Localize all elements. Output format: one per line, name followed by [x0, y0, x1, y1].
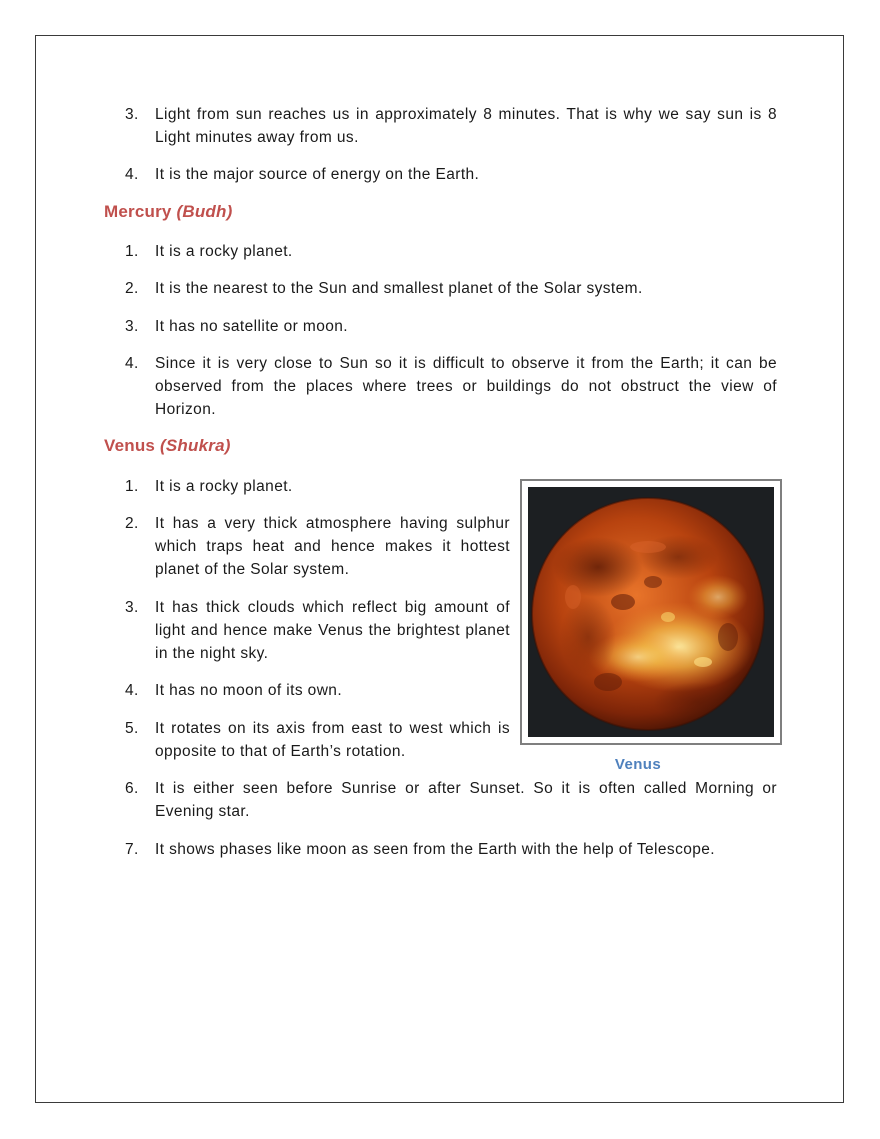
list-number: 2. [125, 515, 139, 532]
list-text: Since it is very close to Sun so it is difficult to observe it from the Earth; it can be observed from the places where trees or buildings do not obstruct the view of Horizon. [155, 355, 777, 418]
mercury-subtitle: (Budh) [176, 202, 233, 221]
venus-planet-illustration [528, 487, 774, 737]
list-number: 3. [125, 599, 139, 616]
venus-heading [104, 436, 231, 456]
list-text: It has no satellite or moon. [155, 318, 348, 335]
list-number: 3. [125, 106, 139, 123]
mercury-heading [104, 202, 232, 222]
list-text: It is a rocky planet. [155, 478, 293, 495]
list-number: 4. [125, 166, 139, 183]
list-text: Light from sun reaches us in approximately 8 minutes. That is why we say sun is 8 Light minutes away from us. [155, 106, 777, 146]
venus-figure [520, 479, 782, 745]
list-text: It shows phases like moon as seen from the Earth with the help of Telescope. [155, 841, 715, 858]
list-text: It has thick clouds which reflect big amount of light and hence make Venus the brightest planet in the night sky. [155, 599, 510, 662]
list-text: It has no moon of its own. [155, 682, 343, 699]
list-text: It is the major source of energy on the Earth. [155, 166, 480, 183]
venus-title: Venus [104, 436, 156, 455]
list-number: 5. [125, 720, 139, 737]
list-text: It rotates on its axis from east to west which is opposite to that of Earth’s rotation. [155, 720, 510, 760]
list-number: 3. [125, 318, 139, 335]
list-number: 4. [125, 355, 139, 372]
list-text: It is the nearest to the Sun and smallest planet of the Solar system. [155, 280, 643, 297]
list-number: 1. [125, 243, 139, 260]
venus-image [528, 487, 774, 737]
list-text: It is either seen before Sunrise or after Sunset. So it is often called Morning or Evening star. [155, 780, 777, 820]
list-text: It has a very thick atmosphere having sulphur which traps heat and hence makes it hottest planet of the Solar system. [155, 515, 510, 578]
mercury-title: Mercury [104, 202, 172, 221]
list-number: 1. [125, 478, 139, 495]
list-number: 2. [125, 280, 139, 297]
list-number: 6. [125, 780, 139, 797]
list-number: 4. [125, 682, 139, 699]
list-number: 7. [125, 841, 139, 858]
venus-figure-caption: Venus [614, 756, 662, 773]
list-text: It is a rocky planet. [155, 243, 293, 260]
venus-subtitle: (Shukra) [160, 436, 231, 455]
